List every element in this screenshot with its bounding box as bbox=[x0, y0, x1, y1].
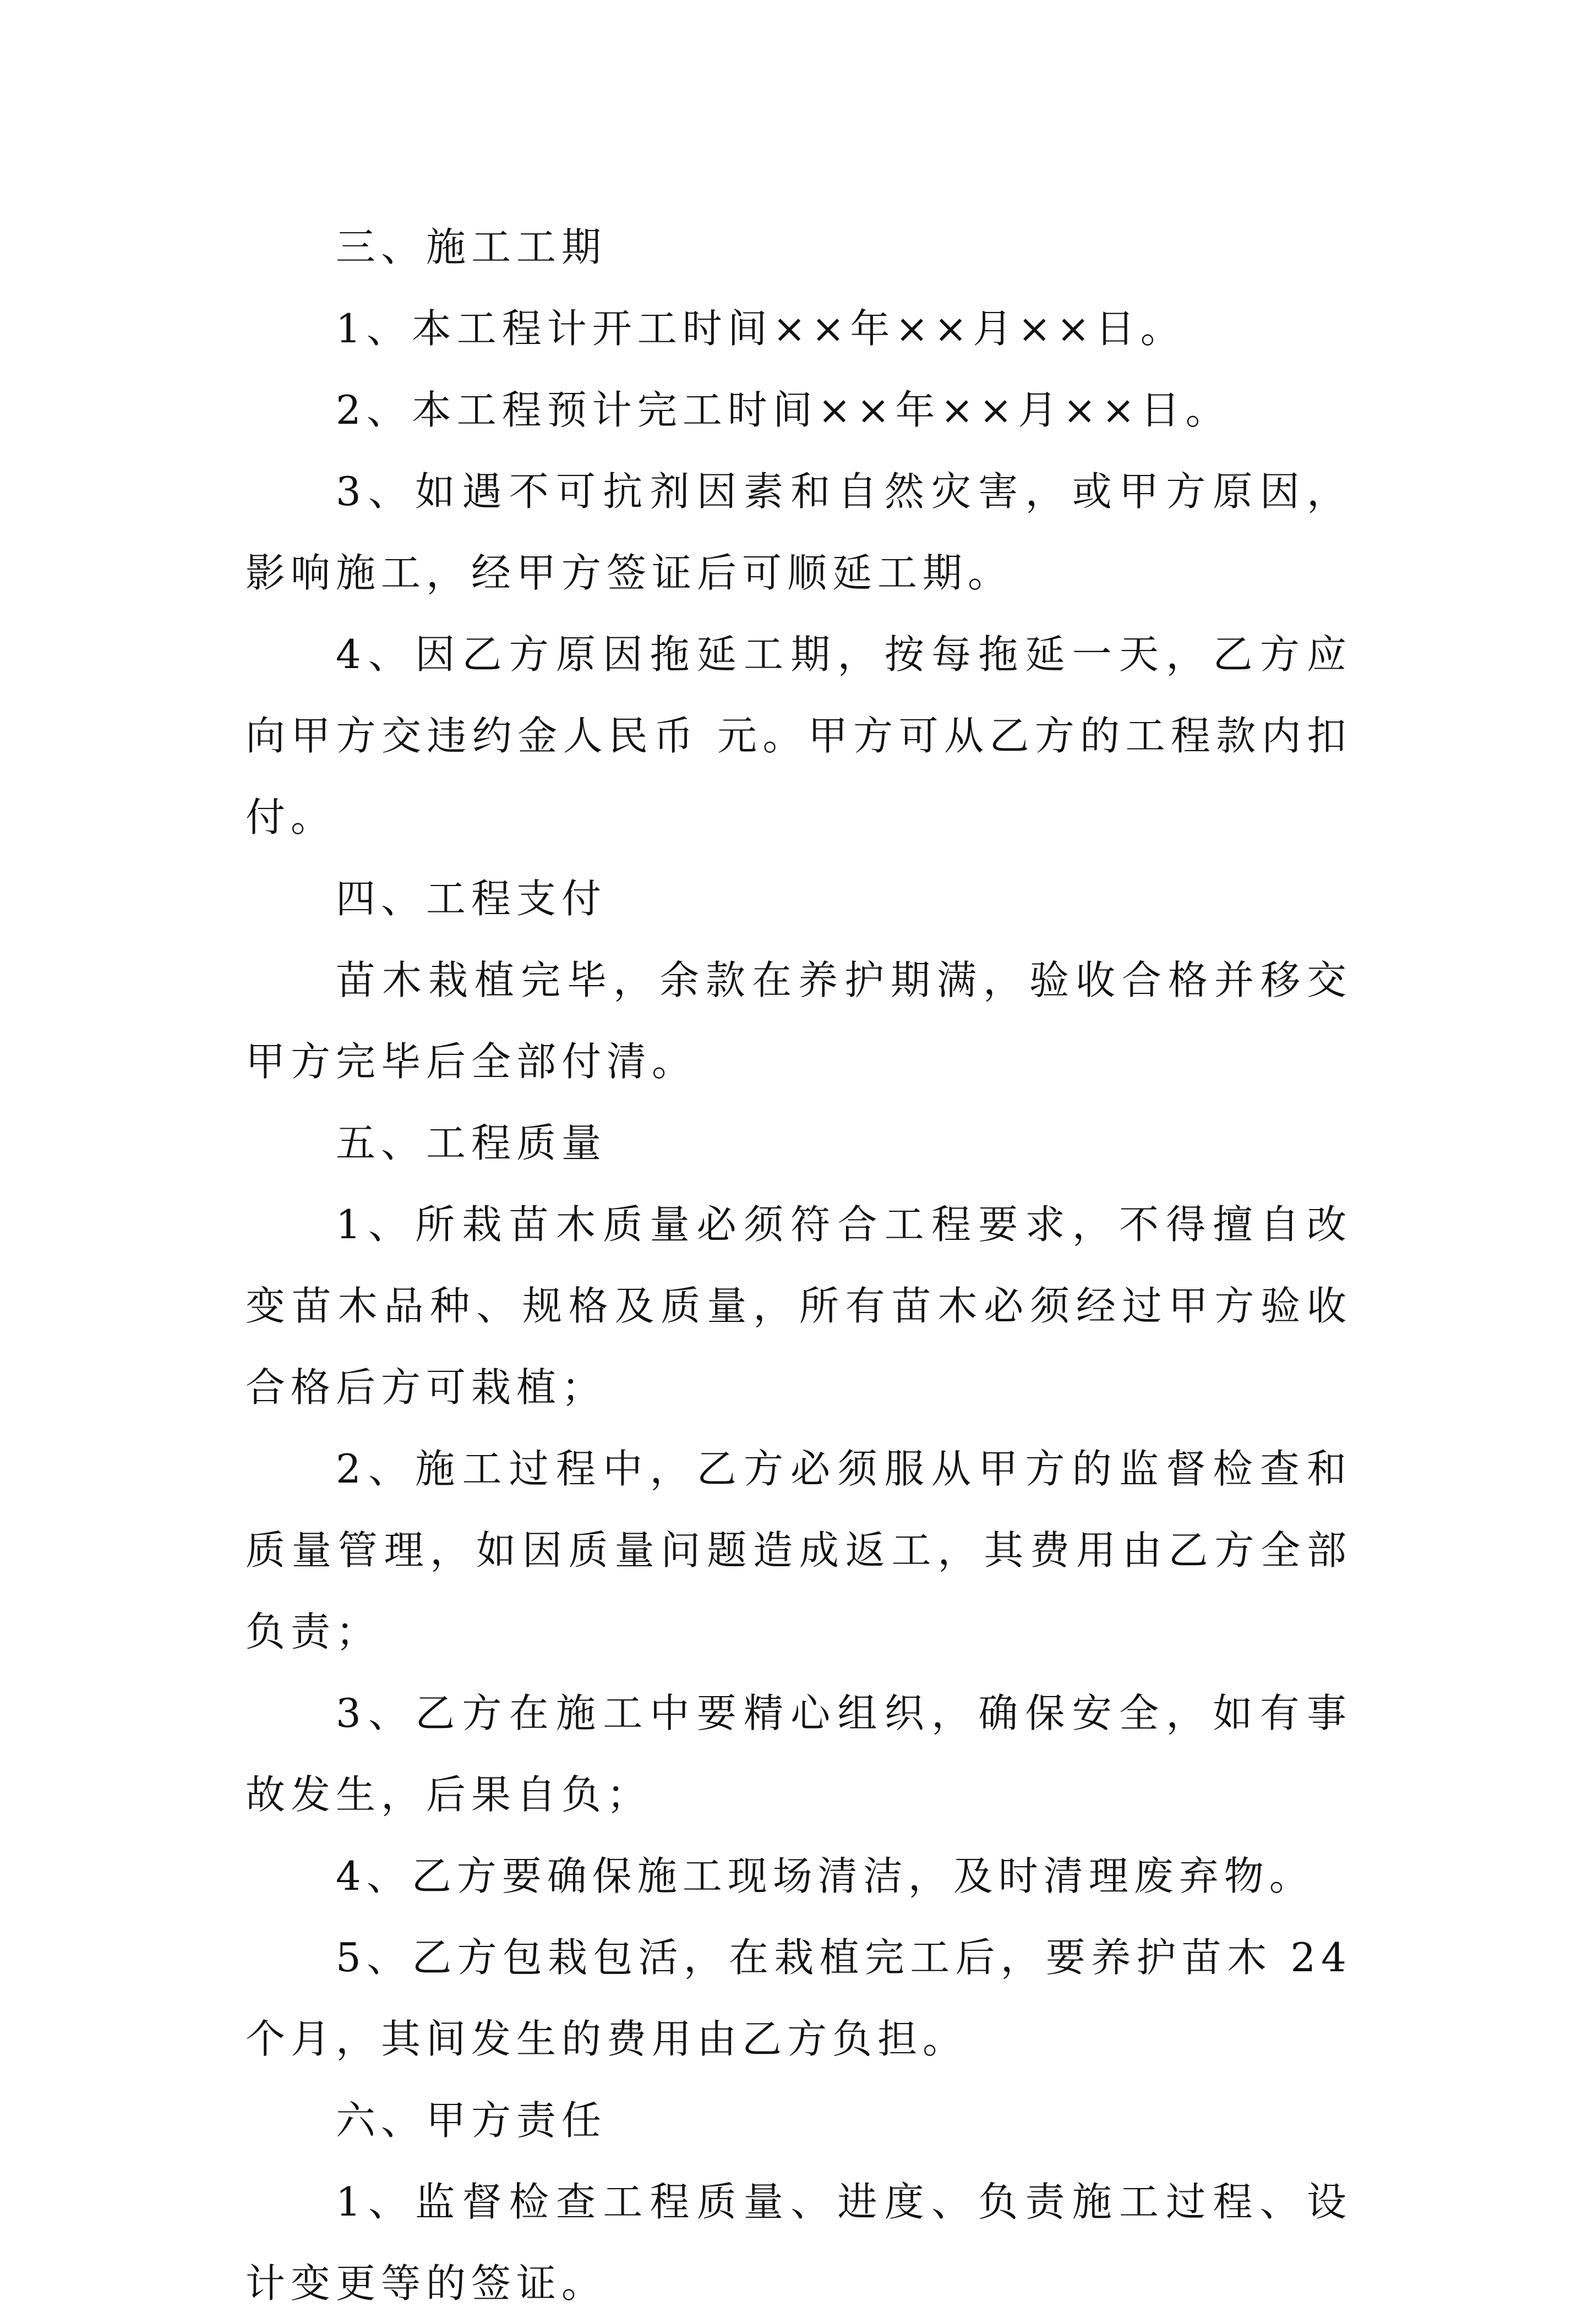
paragraph-party-a-duty-1: 1、监督检查工程质量、进度、负责施工过程、设计变更等的签证。 bbox=[246, 2179, 1352, 2306]
paragraph-completion-date: 2、本工程预计完工时间××年××月××日。 bbox=[336, 387, 1231, 433]
section-heading-party-a-duties: 六、甲方责任 bbox=[336, 2097, 607, 2143]
section-heading-quality: 五、工程质量 bbox=[336, 1120, 607, 1166]
paragraph-quality-3: 3、乙方在施工中要精心组织，确保安全，如有事故发生，后果自负； bbox=[246, 1690, 1352, 1818]
paragraph-quality-5: 5、乙方包栽包活，在栽植完工后，要养护苗木 24 个月，其间发生的费用由乙方负担。 bbox=[246, 1934, 1352, 2062]
document-body bbox=[246, 206, 1352, 2324]
paragraph-quality-2: 2、施工过程中，乙方必须服从甲方的监督检查和质量管理，如因质量问题造成返工，其费用由乙方全部负责； bbox=[246, 1446, 1352, 1655]
paragraph-force-majeure: 3、如遇不可抗剂因素和自然灾害，或甲方原因，影响施工，经甲方签证后可顺延工期。 bbox=[246, 468, 1352, 596]
paragraph-delay-penalty: 4、因乙方原因拖延工期，按每拖延一天，乙方应向甲方交违约金人民币 元。甲方可从乙方的工程款内扣付。 bbox=[246, 631, 1352, 840]
paragraph-quality-1: 1、所栽苗木质量必须符合工程要求，不得擅自改变苗木品种、规格及质量，所有苗木必须经过甲方验收合格后方可栽植； bbox=[246, 1201, 1352, 1410]
section-heading-construction-period: 三、施工工期 bbox=[336, 224, 607, 270]
paragraph-quality-4: 4、乙方要确保施工现场清洁，及时清理废弃物。 bbox=[336, 1853, 1314, 1899]
paragraph-start-date: 1、本工程计开工时间××年××月××日。 bbox=[336, 305, 1186, 352]
paragraph-payment-terms: 苗木栽植完毕，余款在养护期满，验收合格并移交甲方完毕后全部付清。 bbox=[246, 957, 1352, 1085]
section-heading-payment: 四、工程支付 bbox=[336, 876, 607, 922]
